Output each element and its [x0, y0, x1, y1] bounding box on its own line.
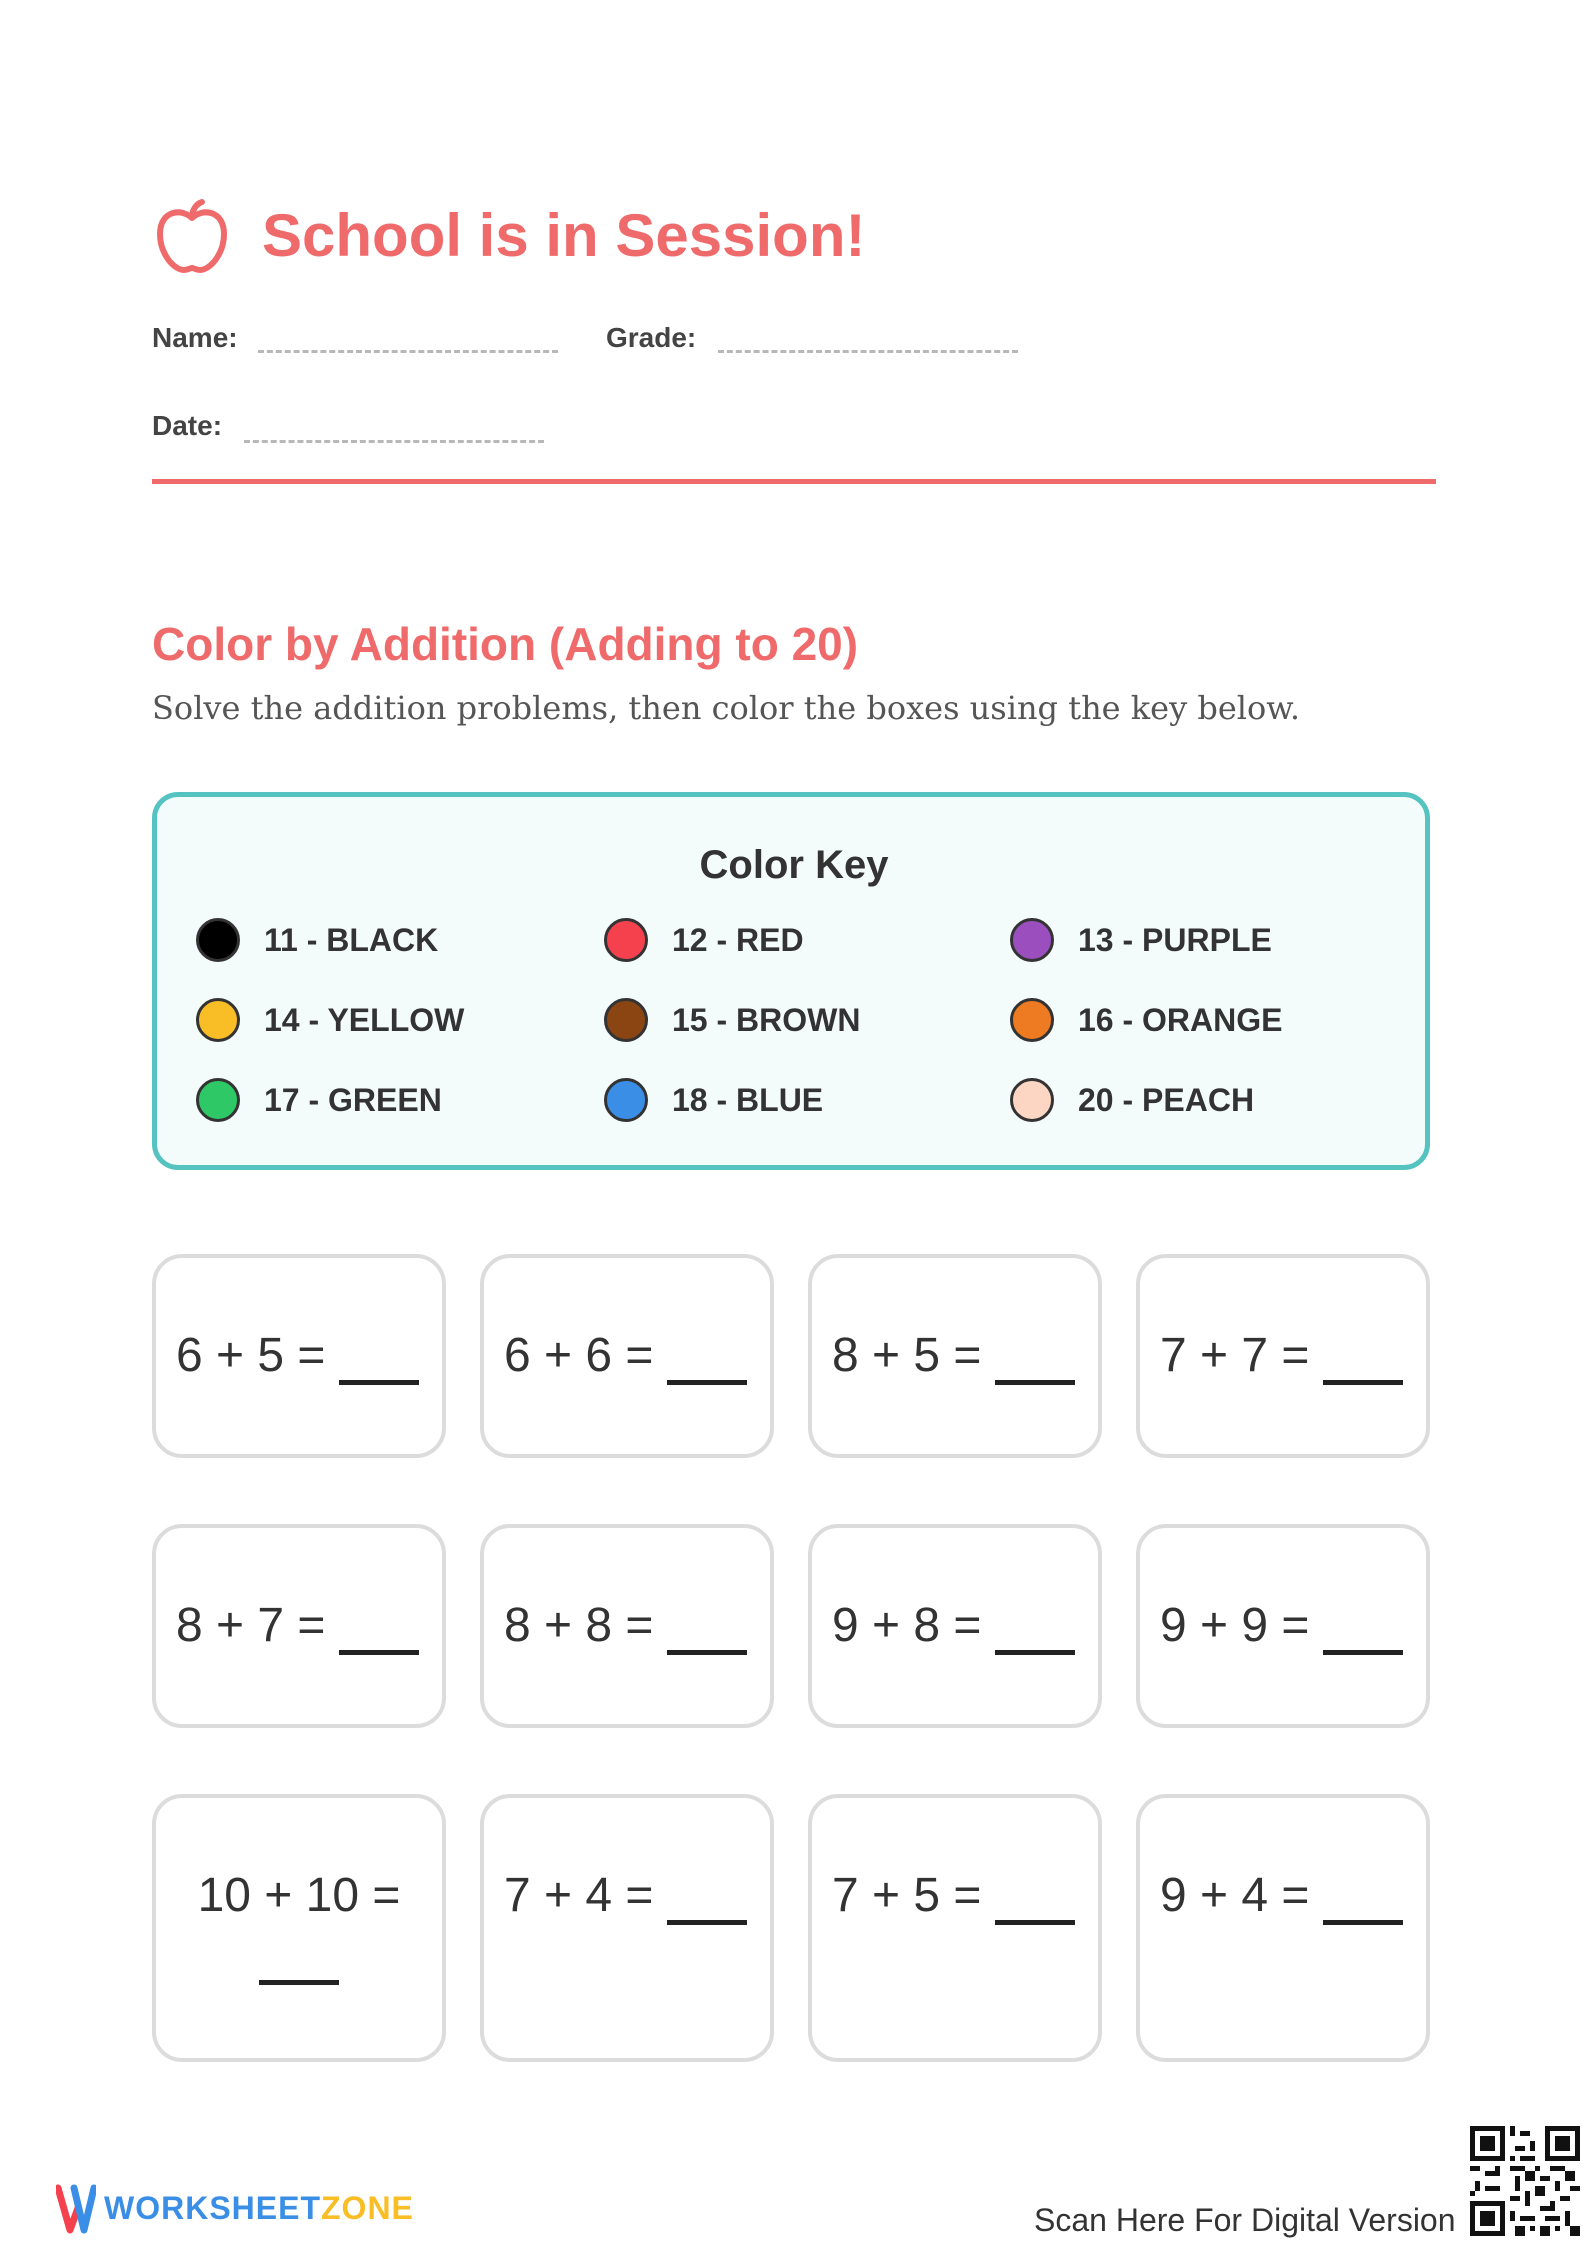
problem-text: 7 + 7 = — [1160, 1329, 1310, 1382]
answer-blank[interactable] — [995, 1920, 1075, 1925]
color-key-item — [1010, 918, 1272, 962]
date-field[interactable] — [244, 440, 544, 443]
color-key-item — [1010, 998, 1282, 1042]
color-swatch — [1010, 918, 1054, 962]
qr-code-icon[interactable] — [1470, 2126, 1580, 2236]
color-swatch — [604, 998, 648, 1042]
grade-field[interactable] — [718, 350, 1018, 353]
problem-text: 8 + 5 = — [832, 1329, 982, 1382]
answer-blank[interactable] — [339, 1650, 419, 1655]
grade-label: Grade: — [606, 322, 697, 353]
problem-equation — [832, 1866, 1075, 1926]
color-key-item — [196, 918, 438, 962]
answer-blank[interactable] — [339, 1380, 419, 1385]
color-key-label: 12 - RED — [672, 921, 804, 958]
color-key-item — [196, 998, 464, 1042]
color-key-label: 17 - GREEN — [264, 1081, 442, 1118]
problem-text: 9 + 9 = — [1160, 1599, 1310, 1652]
problem-equation — [176, 1326, 419, 1386]
color-key-label: 11 - BLACK — [264, 921, 439, 958]
color-key-item — [196, 1078, 442, 1122]
answer-blank[interactable] — [995, 1380, 1075, 1385]
problem-text: 6 + 5 = — [176, 1329, 326, 1382]
problem-equation: 10 + 10 = — [197, 1869, 401, 1922]
color-key-label: 16 - ORANGE — [1078, 1001, 1283, 1038]
color-swatch — [1010, 1078, 1054, 1122]
answer-blank[interactable] — [259, 1980, 339, 1985]
color-key-item — [1010, 1078, 1254, 1122]
answer-blank[interactable] — [667, 1920, 747, 1925]
problem-text: 7 + 4 = — [504, 1869, 654, 1922]
apple-icon — [152, 196, 232, 276]
problem-equation — [504, 1326, 747, 1386]
brand-part-1: WORKSHEET — [104, 2190, 321, 2226]
problem-text: 6 + 6 = — [504, 1329, 654, 1382]
problem-equation — [176, 1596, 419, 1656]
problem-card[interactable] — [480, 1794, 774, 2062]
worksheet-title: School is in Session! — [262, 202, 866, 269]
brand-part-2: ZONE — [321, 2190, 414, 2226]
color-swatch — [196, 998, 240, 1042]
answer-blank[interactable] — [667, 1380, 747, 1385]
problem-card[interactable] — [152, 1794, 446, 2062]
color-key-label: 13 - PURPLE — [1078, 921, 1272, 958]
problem-text: 8 + 7 = — [176, 1599, 326, 1652]
worksheetzone-logo-text — [104, 2188, 414, 2228]
answer-blank[interactable] — [1323, 1380, 1403, 1385]
color-swatch — [604, 1078, 648, 1122]
problem-text: 9 + 8 = — [832, 1599, 982, 1652]
instructions: Solve the addition problems, then color the boxes using the key below. — [152, 689, 1301, 727]
problem-equation — [1160, 1596, 1403, 1656]
color-key-item — [604, 998, 860, 1042]
answer-blank[interactable] — [995, 1650, 1075, 1655]
date-label: Date: — [152, 410, 223, 441]
answer-blank[interactable] — [1323, 1920, 1403, 1925]
color-swatch — [196, 1078, 240, 1122]
header-divider — [152, 479, 1436, 484]
problem-text: 8 + 8 = — [504, 1599, 654, 1652]
color-key-title: Color Key — [699, 843, 889, 887]
problem-equation — [1160, 1326, 1403, 1386]
color-key-label: 20 - PEACH — [1078, 1081, 1255, 1118]
color-key-label: 15 - BROWN — [672, 1001, 861, 1038]
problem-card[interactable] — [1136, 1794, 1430, 2062]
name-field[interactable] — [258, 350, 558, 353]
color-swatch — [1010, 998, 1054, 1042]
color-key-item — [604, 918, 804, 962]
problem-equation — [504, 1596, 747, 1656]
problem-equation — [504, 1866, 747, 1926]
answer-blank[interactable] — [1323, 1650, 1403, 1655]
worksheetzone-logo-icon — [56, 2180, 96, 2236]
color-key-item — [604, 1078, 823, 1122]
color-key-label: 18 - BLUE — [672, 1081, 824, 1118]
problem-text: 7 + 5 = — [832, 1869, 982, 1922]
problem-card[interactable] — [808, 1794, 1102, 2062]
problem-equation — [832, 1326, 1075, 1386]
color-key-label: 14 - YELLOW — [264, 1001, 465, 1038]
problem-equation — [1160, 1866, 1403, 1926]
color-swatch — [604, 918, 648, 962]
name-label: Name: — [152, 322, 238, 353]
problem-text: 9 + 4 = — [1160, 1869, 1310, 1922]
answer-blank[interactable] — [667, 1650, 747, 1655]
section-title: Color by Addition (Adding to 20) — [152, 618, 859, 670]
scan-caption: Scan Here For Digital Version — [1034, 2202, 1456, 2238]
color-swatch — [196, 918, 240, 962]
problem-equation — [832, 1596, 1075, 1656]
